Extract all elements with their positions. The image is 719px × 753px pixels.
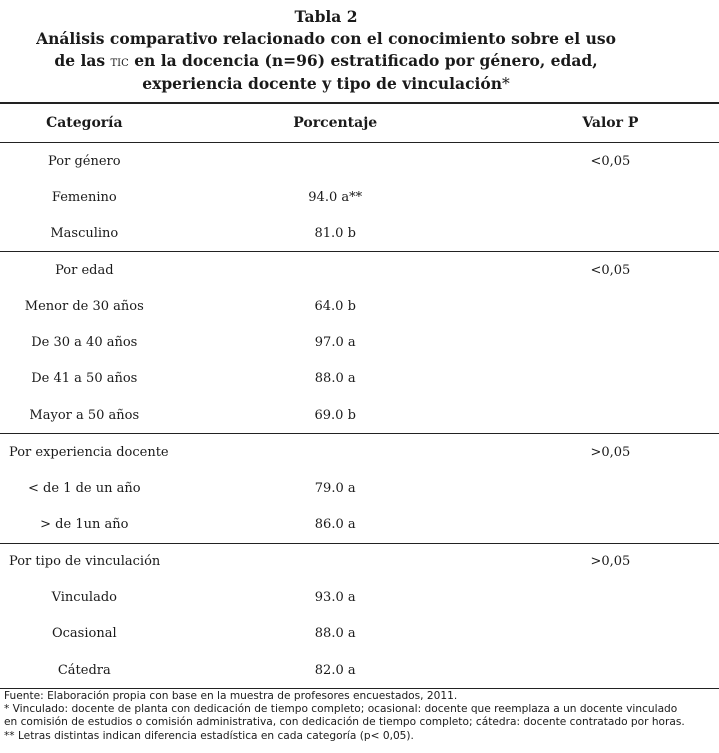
table-number: Tabla 2 <box>294 7 358 26</box>
table-title-line-2 <box>0 50 652 73</box>
group-label: Por experiencia docente <box>0 434 169 471</box>
table-title-line-1: Análisis comparativo relacionado con el conocimiento sobre el uso <box>36 29 616 48</box>
row-p-value-empty <box>502 289 719 325</box>
row-p-value-empty <box>502 506 719 543</box>
table-row <box>0 616 719 652</box>
row-p-value-empty <box>502 325 719 361</box>
table-row <box>0 470 719 506</box>
row-percentage: 69.0 b <box>314 407 356 423</box>
table-notes <box>4 690 719 743</box>
table-row <box>0 361 719 397</box>
row-category: Cátedra <box>0 652 169 689</box>
group-p-value: <0,05 <box>502 252 719 289</box>
table-row <box>0 289 719 325</box>
tic-acronym: tic <box>110 54 129 70</box>
row-percentage: 88.0 a <box>314 371 356 387</box>
row-percentage: 94.0 a** <box>308 189 363 205</box>
header-row <box>0 103 719 143</box>
group-percentage-empty <box>169 252 502 289</box>
row-p-value-empty <box>502 397 719 434</box>
row-percentage: 82.0 a <box>169 652 502 689</box>
table-row <box>0 397 719 434</box>
row-p-value-empty <box>502 652 719 689</box>
row-category: Ocasional <box>51 626 117 642</box>
table-title-line-3 <box>0 73 652 95</box>
row-p-value-empty <box>502 580 719 616</box>
row-category: De 41 a 50 años <box>31 371 138 387</box>
row-category: > de 1un año <box>40 516 129 532</box>
row-percentage: 86.0 a <box>314 516 356 532</box>
row-percentage: 81.0 b <box>314 225 356 241</box>
header-p-value: Valor P <box>502 103 719 143</box>
title-line-2-end: en la docencia (n=96) estratificado por género, edad, <box>128 51 598 70</box>
header-percentage: Porcentaje <box>169 103 502 143</box>
row-p-value-empty <box>502 616 719 652</box>
comparison-table <box>0 102 719 689</box>
row-percentage: 93.0 a <box>314 590 356 606</box>
table-row <box>0 179 719 215</box>
table-row <box>0 580 719 616</box>
row-percentage: 97.0 a <box>314 335 356 351</box>
title-line-3-text: experiencia docente y tipo de vinculación <box>142 74 503 93</box>
group-percentage-empty <box>169 543 502 580</box>
group-percentage-empty <box>169 434 502 471</box>
group-label: Por tipo de vinculación <box>0 543 169 580</box>
table-row <box>0 325 719 361</box>
group-p-value: <0,05 <box>590 153 631 169</box>
group-percentage-empty <box>169 143 502 180</box>
group-row-contract-type <box>0 543 719 580</box>
footnote-2: ** Letras distintas indican diferencia estadística en cada categoría (p< 0,05). <box>4 729 414 742</box>
row-p-value-empty <box>502 361 719 397</box>
header-category: Categoría <box>0 103 169 143</box>
row-percentage: 88.0 a <box>314 626 356 642</box>
row-p-value-empty <box>502 215 719 252</box>
group-row-age <box>0 252 719 289</box>
table-header <box>0 103 719 143</box>
row-p-value-empty <box>502 470 719 506</box>
group-p-value: >0,05 <box>502 543 719 580</box>
title-line-2-start: de las <box>54 51 111 70</box>
table-body <box>0 143 719 689</box>
row-percentage: 64.0 b <box>314 299 356 315</box>
footnote-1-line-1: * Vinculado: docente de planta con dedicación de tiempo completo; ocasional: docente que reemplaza a un docente vinculado <box>4 703 678 716</box>
group-label: Por género <box>48 153 121 169</box>
group-row-gender <box>0 143 719 180</box>
source-note: Fuente: Elaboración propia con base en la muestra de profesores encuestados, 2011. <box>4 690 458 702</box>
row-category: De 30 a 40 años <box>31 335 138 351</box>
row-category: Masculino <box>50 225 119 241</box>
row-percentage: 79.0 a <box>314 480 356 496</box>
row-category: < de 1 de un año <box>28 480 141 496</box>
table-row <box>0 506 719 543</box>
row-p-value-empty <box>502 179 719 215</box>
table-row <box>0 652 719 689</box>
row-category: Femenino <box>51 189 117 205</box>
footnote-1-line-2: en comisión de estudios o comisión administrativa, con dedicación de tiempo completo; cátedra: docente contratado por horas. <box>4 716 685 729</box>
row-category: Menor de 30 años <box>24 299 144 315</box>
table-row <box>0 215 719 252</box>
group-p-value: >0,05 <box>502 434 719 471</box>
title-footnote-mark: * <box>502 75 510 93</box>
group-label: Por edad <box>0 252 169 289</box>
row-category: Vinculado <box>51 590 117 606</box>
row-category: Mayor a 50 años <box>29 407 140 423</box>
group-row-experience <box>0 434 719 471</box>
table-caption <box>0 6 652 95</box>
